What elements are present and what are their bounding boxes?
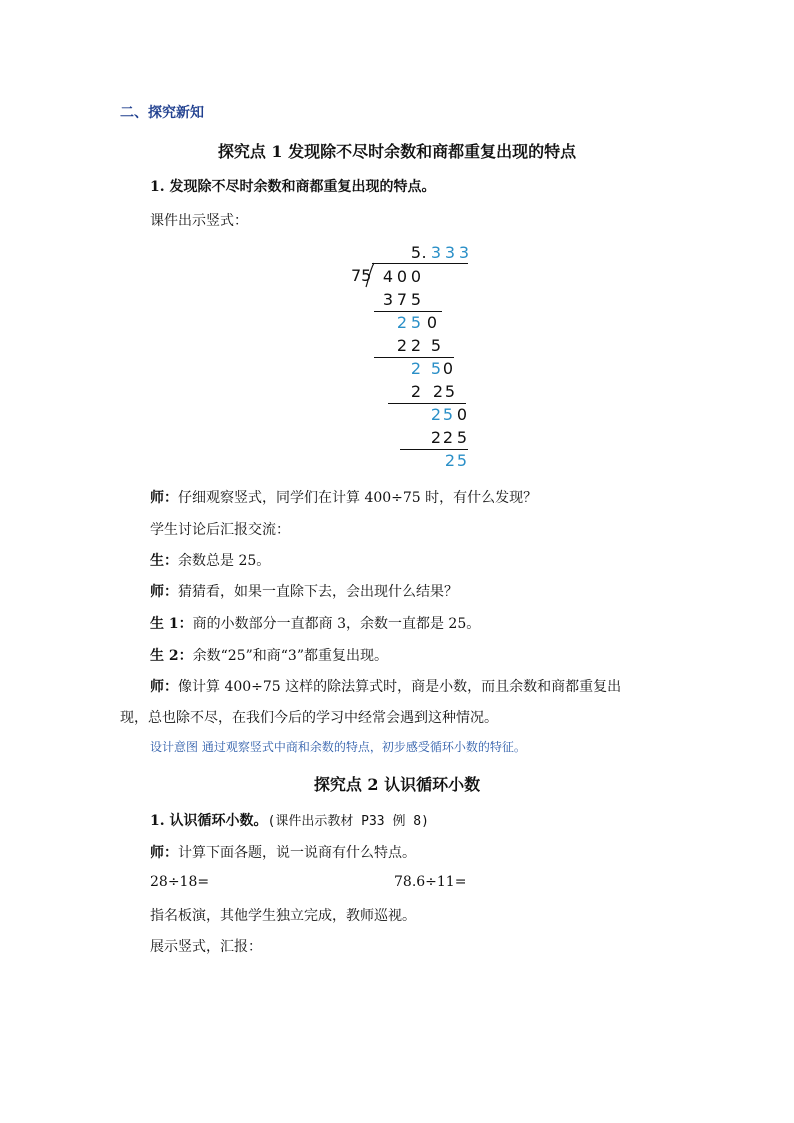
show-line: 展示竖式，汇报：: [150, 939, 262, 955]
subtrahend-digit: 2: [432, 382, 444, 401]
subtrahend-digit: 2: [410, 382, 422, 401]
teacher-summary-line-2: 现，总也除不尽，在我们今后的学习中经常会遇到这种情况。: [120, 710, 498, 726]
subtrahend-digit: 5: [430, 336, 442, 355]
remainder-digit: 2: [430, 405, 442, 424]
item-2-bold: 1. 认识循环小数。: [150, 813, 268, 829]
subtraction-line: [374, 357, 454, 358]
student-1-answer: [150, 613, 480, 633]
student-2-answer: [150, 645, 388, 665]
subtrahend-digit: 7: [396, 290, 408, 309]
subtrahend-digit: 2: [442, 428, 454, 447]
subtrahend-digit: 5: [444, 382, 456, 401]
subtrahend-digit: 5: [456, 428, 468, 447]
item-2-note: (课件出示教材 P33 例 8): [267, 814, 429, 829]
speaker-label: 师：: [150, 584, 178, 600]
subtrahend-digit: 2: [410, 336, 422, 355]
heading-explore-point-1: 探究点 1 发现除不尽时余数和商都重复出现的特点: [217, 142, 577, 161]
line-text: 仔细观察竖式，同学们在计算 400÷75 时，有什么发现？: [178, 490, 538, 506]
remainder-digit: 2: [410, 359, 422, 378]
line-text: 余数总是 25。: [178, 553, 271, 569]
design-intent-note: 设计意图 通过观察竖式中商和余数的特点，初步感受循环小数的特征。: [150, 740, 526, 754]
line-text: 余数“25”和商“3”都重复出现。: [192, 648, 388, 664]
courseware-line: 课件出示竖式：: [150, 213, 248, 229]
quotient-digit: 3: [444, 243, 456, 262]
remainder-digit: 0: [426, 313, 438, 332]
speaker-label: 师：: [150, 845, 178, 861]
division-bar: [372, 263, 468, 264]
division-bracket-icon: [364, 262, 376, 288]
subtrahend-digit: 2: [430, 428, 442, 447]
subtrahend-digit: 5: [410, 290, 422, 309]
item-1-title: 1. 发现除不尽时余数和商都重复出现的特点。: [150, 179, 436, 195]
expression-1: 28÷18=: [150, 874, 210, 890]
remainder-digit: 0: [456, 405, 468, 424]
item-2-title: [150, 810, 429, 830]
teacher-summary-line-1: [150, 676, 621, 696]
remainder-digit: 5: [442, 405, 454, 424]
remainder-digit: 0: [442, 359, 454, 378]
quotient-digit: 5: [410, 243, 422, 262]
speaker-label: 生 2：: [150, 648, 193, 664]
line-text: 像计算 400÷75 这样的除法算式时，商是小数，而且余数和商都重复出: [178, 679, 622, 695]
line-text: 商的小数部分一直都商 3，余数一直都是 25。: [192, 616, 481, 632]
subtrahend-digit: 2: [396, 336, 408, 355]
dividend-digit: 0: [410, 267, 422, 286]
remainder-digit: 5: [456, 451, 468, 470]
subtraction-line: [388, 403, 466, 404]
line-text: 计算下面各题，说一说商有什么特点。: [178, 845, 416, 861]
speaker-label: 生：: [150, 553, 178, 569]
remainder-digit: 2: [444, 451, 456, 470]
divisor: 75: [351, 266, 372, 285]
expression-2: 78.6÷11=: [394, 874, 467, 890]
subtrahend-digit: 3: [382, 290, 394, 309]
teacher-question-3: [150, 842, 416, 862]
discussion-line: 学生讨论后汇报交流：: [150, 522, 290, 538]
speaker-label: 师：: [150, 679, 178, 695]
heading-explore-point-2: 探究点 2 认识循环小数: [313, 775, 481, 794]
speaker-label: 生 1：: [150, 616, 193, 632]
remainder-digit: 2: [396, 313, 408, 332]
dividend-digit: 4: [382, 267, 394, 286]
teacher-question-1: [150, 487, 537, 507]
teacher-question-2: [150, 581, 458, 601]
quotient-decimal-point: .: [421, 243, 427, 262]
board-line: 指名板演，其他学生独立完成，教师巡视。: [150, 908, 416, 924]
subtraction-line: [374, 311, 442, 312]
remainder-digit: 5: [410, 313, 422, 332]
speaker-label: 师：: [150, 490, 178, 506]
quotient-digit: 3: [458, 243, 470, 262]
subtraction-line: [400, 449, 468, 450]
quotient-digit: 3: [430, 243, 442, 262]
section-label: 二、探究新知: [120, 105, 204, 121]
dividend-digit: 0: [396, 267, 408, 286]
remainder-digit: 5: [430, 359, 442, 378]
line-text: 猜猜看，如果一直除下去，会出现什么结果？: [178, 584, 458, 600]
student-answer: [150, 550, 270, 570]
